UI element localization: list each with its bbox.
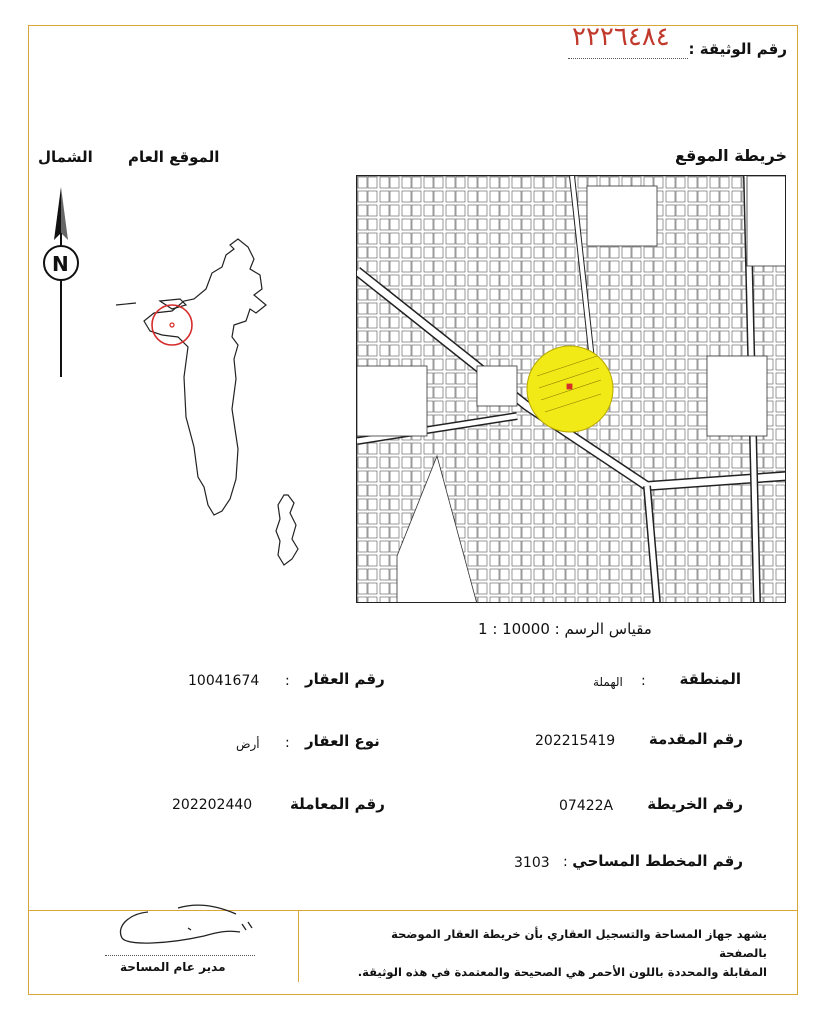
survey-plan-value: 3103 xyxy=(514,855,550,871)
application-number-label: رقم المقدمة xyxy=(648,730,743,748)
compass-letter: N xyxy=(52,252,69,276)
region-label: المنطقة xyxy=(679,670,741,688)
region-colon: : xyxy=(641,673,646,689)
certification-line-2: المقابلة والمحددة باللون الأحمر هي الصحيحة والمعتمدة في هذه الوثيقة. xyxy=(357,965,767,979)
map-number-value: 07422A xyxy=(559,798,614,814)
property-number-colon: : xyxy=(285,673,290,689)
property-type-value: أرض xyxy=(236,737,260,751)
property-number-label: رقم العقار xyxy=(305,670,385,688)
property-type-colon: : xyxy=(285,735,290,751)
site-map-title: خريطة الموقع xyxy=(674,146,787,165)
doc-number-value: ٢٢٢٦٤٨٤ xyxy=(572,22,670,52)
map-number-label: رقم الخريطة xyxy=(647,795,743,813)
doc-number-dotted-line xyxy=(568,58,688,59)
property-type-label: نوع العقار xyxy=(305,732,380,750)
north-label: الشمال xyxy=(38,148,93,166)
signature-dotted-line xyxy=(105,955,255,956)
site-map-image xyxy=(356,175,786,603)
bahrain-outline-map xyxy=(100,225,320,585)
certification-line-1: يشهد جهاز المساحة والتسجيل العقاري بأن خريطة العقار الموضحة بالصفحة xyxy=(391,927,767,960)
general-location-title: الموقع العام xyxy=(128,148,220,166)
certification-text xyxy=(347,925,767,982)
transaction-number-value: 202202440 xyxy=(172,797,253,813)
map-scale: مقياس الرسم : 10000 : 1 xyxy=(478,620,652,638)
region-value: الهملة xyxy=(593,675,623,689)
survey-plan-label: رقم المخطط المساحي xyxy=(572,852,743,870)
transaction-number-label: رقم المعاملة xyxy=(290,795,385,813)
north-arrow-icon xyxy=(36,185,86,380)
property-number-value: 10041674 xyxy=(188,673,260,689)
application-number-value: 202215419 xyxy=(535,733,616,749)
signature-image xyxy=(108,902,258,952)
survey-plan-colon: : xyxy=(563,854,568,870)
signature-title: مدير عام المساحة xyxy=(120,960,226,974)
doc-number-label: رقم الوثيقة : xyxy=(688,40,787,58)
footer-divider xyxy=(298,910,299,982)
